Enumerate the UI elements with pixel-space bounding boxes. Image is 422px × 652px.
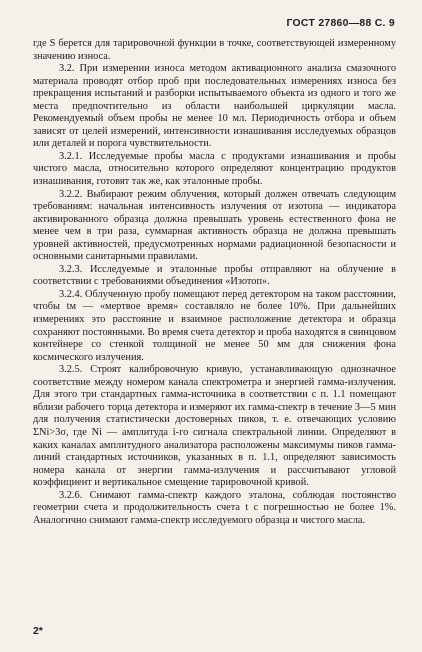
running-header: ГОСТ 27860—88 С. 9 [286, 18, 395, 29]
paragraph-3-2-5: 3.2.5. Строят калибровочную кривую, устанавливающую однозначное соответствие между номером канала спектрометра и энергией гамма-излучения. Для этого три стандартных гамма-источника в соответствии с п. 1.1 помещают вблизи рабочего торца детектора и измеряют их гамма-спектр в течение 3—5 мин для получения статистически достоверных пиков, т. е. отвечающих условию ΣNi>3σ, где Ni — амплитуда i-го сигнала спектральной линии. Определяют в каких каналах амплитудного анализатора расположены максимумы пиков гамма-линий стандартных источников, указанных в п. 1.1, определяют зависимость номера канала от энергии гамма-излучения и рассчитывают угловой коэффициент и вертикальное смещение тарировочной кривой. [33, 364, 396, 489]
paragraph-3-2-6: 3.2.6. Снимают гамма-спектр каждого эталона, соблюдая постоянство геометрии счета и продолжительность счета t с погрешностью не более 1%. Аналогично снимают гамма-спектр исследуемого образца и чистого масла. [33, 489, 396, 526]
paragraph-continuation: где S берется для тарировочной функции в точке, соответствующей измеренному значению износа. [33, 38, 396, 62]
page-signature-mark: 2* [33, 626, 43, 637]
paragraph-3-2-4: 3.2.4. Облученную пробу помещают перед детектором на таком расстоянии, чтобы tм — «мертвое время» составляло не более 10%. При дальнейших измерениях это расстояние и взаимное расположение детектора и образца сохраняют постоянными. Во время счета детектор и проба находятся в свинцовом контейнере со стенкой толщиной не менее 50 мм для снижения фона космического излучения. [33, 288, 396, 363]
paragraph-3-2-2: 3.2.2. Выбирают режим облучения, который должен отвечать следующим требованиям: начальная интенсивность излучения от изотопа — индикатора активированного образца должна превышать уровень естественного фона не менее чем в три раза, суммарная активность образца не должна превышать уровней активностей, предусмотренных нормами радиационной безопасности и основными санитарными правилами. [33, 188, 396, 263]
paragraph-3-2: 3.2. При измерении износа методом активационного анализа смазочного материала проводят отбор проб при последовательных измерениях износа без прекращения испытаний и разборки испытываемого объекта из одного и того же места предпочтительно из области наибольшей циркуляции масла. Рекомендуемый объем пробы не менее 10 мл. Периодичность отбора и объем зависят от целей измерений, интенсивности изнашивания исследуемых образцов или деталей и порога чувствительности. [33, 63, 396, 150]
paragraph-3-2-3: 3.2.3. Исследуемые и эталонные пробы отправляют на облучение в соответствии с требованиями объединения «Изотоп». [33, 263, 396, 288]
paragraph-3-2-1: 3.2.1. Исследуемые пробы масла с продуктами изнашивания и пробы чистого масла, относительно которого определяют концентрацию продуктов изнашивания, готовят так же, как эталонные пробы. [33, 150, 396, 188]
body-text [33, 38, 396, 527]
